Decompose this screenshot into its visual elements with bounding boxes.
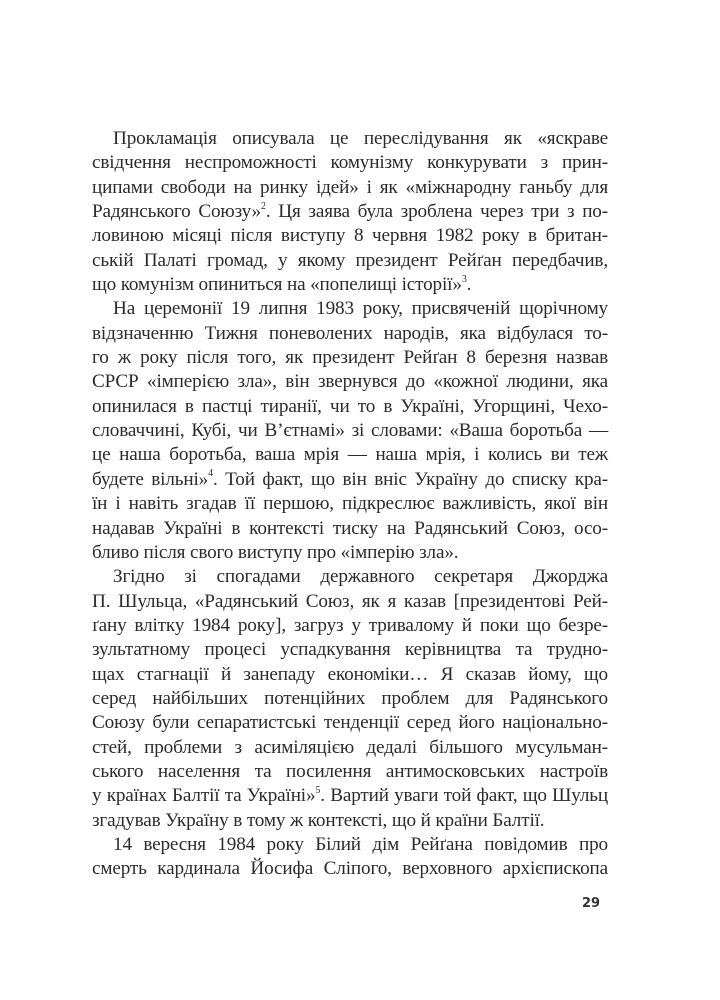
text-line: смерть кардинала Йосифа Сліпого, верховного архієпископа — [92, 858, 608, 880]
footnote-ref[interactable]: 4 — [208, 468, 213, 480]
text-line: Союзу були сепаратистські тенденції серед його національно- — [92, 712, 608, 734]
page-number: 29 — [582, 896, 601, 911]
text-line: П. Шульца, «Радянський Союз, як я казав [президентові Рей- — [92, 590, 608, 612]
footnote-ref[interactable]: 2 — [261, 200, 266, 212]
text-line — [92, 273, 608, 297]
text-line: ципами свободи на ринку ідей» і як «міжнародну ганьбу для — [92, 176, 608, 198]
text-line: СРСР «імперією зла», він звернувся до «кожної людини, яка — [92, 371, 608, 393]
book-page-body — [92, 127, 608, 882]
text-line: опинилася в пастці тиранії, чи то в Україні, Угорщині, Чехо- — [92, 395, 608, 417]
text-line: відзначенню Тижня поневолених народів, яка відбулася то- — [92, 322, 608, 344]
footnote-ref[interactable]: 5 — [315, 784, 321, 796]
text-line — [92, 468, 608, 492]
text-line — [92, 784, 608, 808]
text-line: щах стагнації й занепаду економіки… Я сказав йому, що — [92, 663, 608, 685]
text-line: ській Палаті громад, у якому президент Рейґан передбачив, — [92, 249, 608, 271]
text-fragment: . — [466, 274, 472, 296]
text-fragment: . Вартий уваги той факт, що Шульц — [320, 785, 608, 807]
footnote-ref[interactable]: 3 — [461, 273, 467, 285]
text-line: надавав Україні в контексті тиску на Радянський Союз, осо- — [92, 517, 608, 539]
text-fragment: будете вільні» — [92, 468, 209, 490]
paragraph — [92, 297, 608, 565]
paragraph — [92, 127, 608, 297]
text-fragment: у країнах Балтії та Україні» — [92, 785, 316, 807]
text-line: серед найбільших потенційних проблем для Радянського — [92, 687, 608, 709]
text-line: На церемонії 19 липня 1983 року, присвяченій щорічному — [113, 298, 608, 320]
text-line: ґану влітку 1984 року], загруз у тривалому й поки що безре- — [92, 614, 608, 636]
text-line: згадував Україну в тому ж контексті, що й країни Балтії. — [92, 809, 545, 831]
text-line: ського населення та посилення антимосковських настроїв — [92, 760, 608, 782]
text-line: це наша боротьба, ваша мрія — наша мрія, і колись ви теж — [92, 444, 608, 466]
text-line: їн і навіть згадав її першою, підкреслює важливість, якої він — [92, 493, 608, 515]
text-line: го ж року після того, як президент Рейґан 8 березня назвав — [92, 347, 608, 369]
text-fragment: . Ця заява була зроблена через три з по- — [265, 201, 608, 223]
text-line: бливо після свого виступу про «імперію зла». — [92, 541, 459, 563]
text-fragment: Радянського Союзу» — [92, 201, 262, 223]
text-line: 14 вересня 1984 року Білий дім Рейґана повідомив про — [113, 833, 608, 855]
text-line: словаччині, Кубі, чи В’єтнамі» зі словами: «Ваша боротьба — — [92, 420, 608, 442]
paragraph — [92, 833, 608, 882]
text-line: Прокламація описувала це переслідування як «яскраве — [113, 128, 608, 149]
paragraph — [92, 565, 608, 833]
text-fragment: що комунізм опиниться на «попелищі історії» — [92, 274, 462, 296]
text-line: Згідно зі спогадами державного секретаря Джорджа — [113, 566, 608, 588]
text-fragment: . Той факт, що він вніс Україну до списку кра- — [212, 468, 608, 490]
text-line: стей, проблеми з асиміляцією дедалі більшого мусульман- — [92, 736, 608, 758]
text-line: ловиною місяці після виступу 8 червня 1982 року в британ- — [92, 225, 608, 247]
text-line — [92, 200, 608, 224]
text-line: свідчення неспроможності комунізму конкурувати з прин- — [92, 152, 608, 174]
text-line: зультатному процесі успадкування керівництва та трудно- — [92, 639, 608, 661]
